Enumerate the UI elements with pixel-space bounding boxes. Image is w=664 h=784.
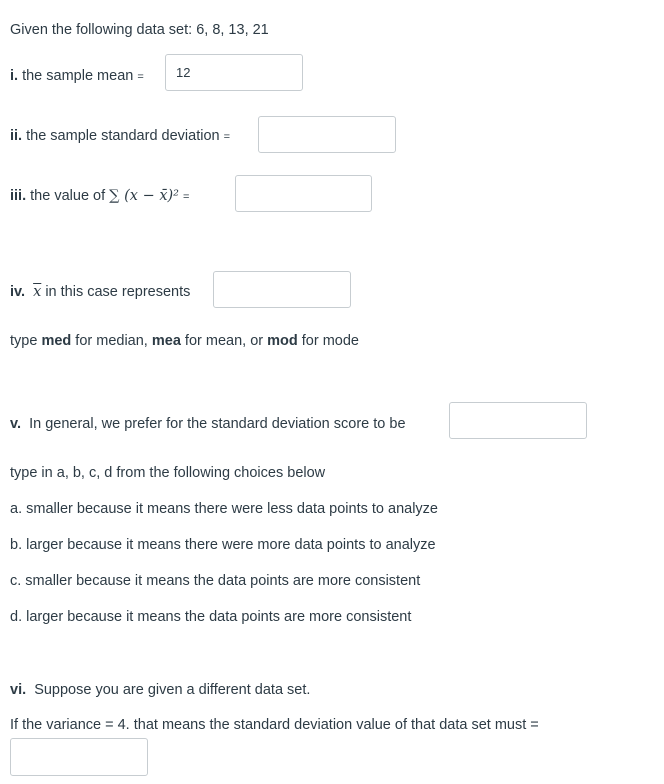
q1-label — [10, 67, 144, 86]
equals-sign: = — [137, 71, 144, 83]
hint-text: for median, — [71, 333, 152, 349]
hint-text: type — [10, 333, 42, 349]
sample-std-dev-input[interactable] — [258, 116, 396, 153]
q4-hint — [10, 332, 359, 350]
q5-text: In general, we prefer for the standard deviation score to be — [29, 416, 406, 432]
q5-label — [10, 415, 406, 433]
q5-number: v. — [10, 416, 22, 432]
std-dev-from-variance-input[interactable] — [10, 738, 148, 776]
q4-label — [10, 283, 190, 301]
equals-sign: = — [182, 191, 190, 203]
choice-a: a. smaller because it means there were less data points to analyze — [10, 501, 438, 517]
q1-number: i. — [10, 68, 19, 84]
q2-number: ii. — [10, 128, 23, 144]
hint-med: med — [41, 333, 72, 349]
q3-number: iii. — [10, 188, 27, 204]
q4-text: in this case represents — [45, 284, 191, 300]
sum-squares-input[interactable] — [235, 175, 372, 212]
hint-mod: mod — [267, 333, 298, 349]
equals-sign: = — [223, 131, 231, 143]
q6-text: Suppose you are given a different data set. — [34, 682, 311, 698]
q6-label — [10, 681, 310, 699]
hint-mea: mea — [151, 333, 181, 349]
q5-hint: type in a, b, c, d from the following choices below — [10, 465, 326, 481]
sum-squared-deviations-formula: ∑ (x − x̄)² — [109, 188, 179, 204]
choice-d: d. larger because it means the data points are more consistent — [10, 609, 412, 625]
q6-question: If the variance = 4. that means the standard deviation value of that data set must = — [10, 717, 539, 733]
intro-text: Given the following data set: 6, 8, 13, 21 — [10, 22, 269, 38]
q6-number: vi. — [10, 682, 27, 698]
q3-label — [10, 185, 189, 208]
x-bar-represents-input[interactable] — [213, 271, 351, 308]
q2-label — [10, 127, 230, 146]
choice-b: b. larger because it means there were more data points to analyze — [10, 537, 436, 553]
hint-text: for mode — [297, 333, 359, 349]
choice-c: c. smaller because it means the data points are more consistent — [10, 573, 421, 589]
hint-text: for mean, or — [180, 333, 268, 349]
q3-text: the value of — [30, 188, 106, 204]
x-bar-symbol: $\overline{x}$ — [33, 284, 42, 300]
sample-mean-input[interactable] — [165, 54, 303, 91]
q1-text: the sample mean — [22, 68, 134, 84]
q4-number: iv. — [10, 284, 26, 300]
std-dev-preference-input[interactable] — [449, 402, 587, 439]
q2-text: the sample standard deviation — [26, 128, 220, 144]
